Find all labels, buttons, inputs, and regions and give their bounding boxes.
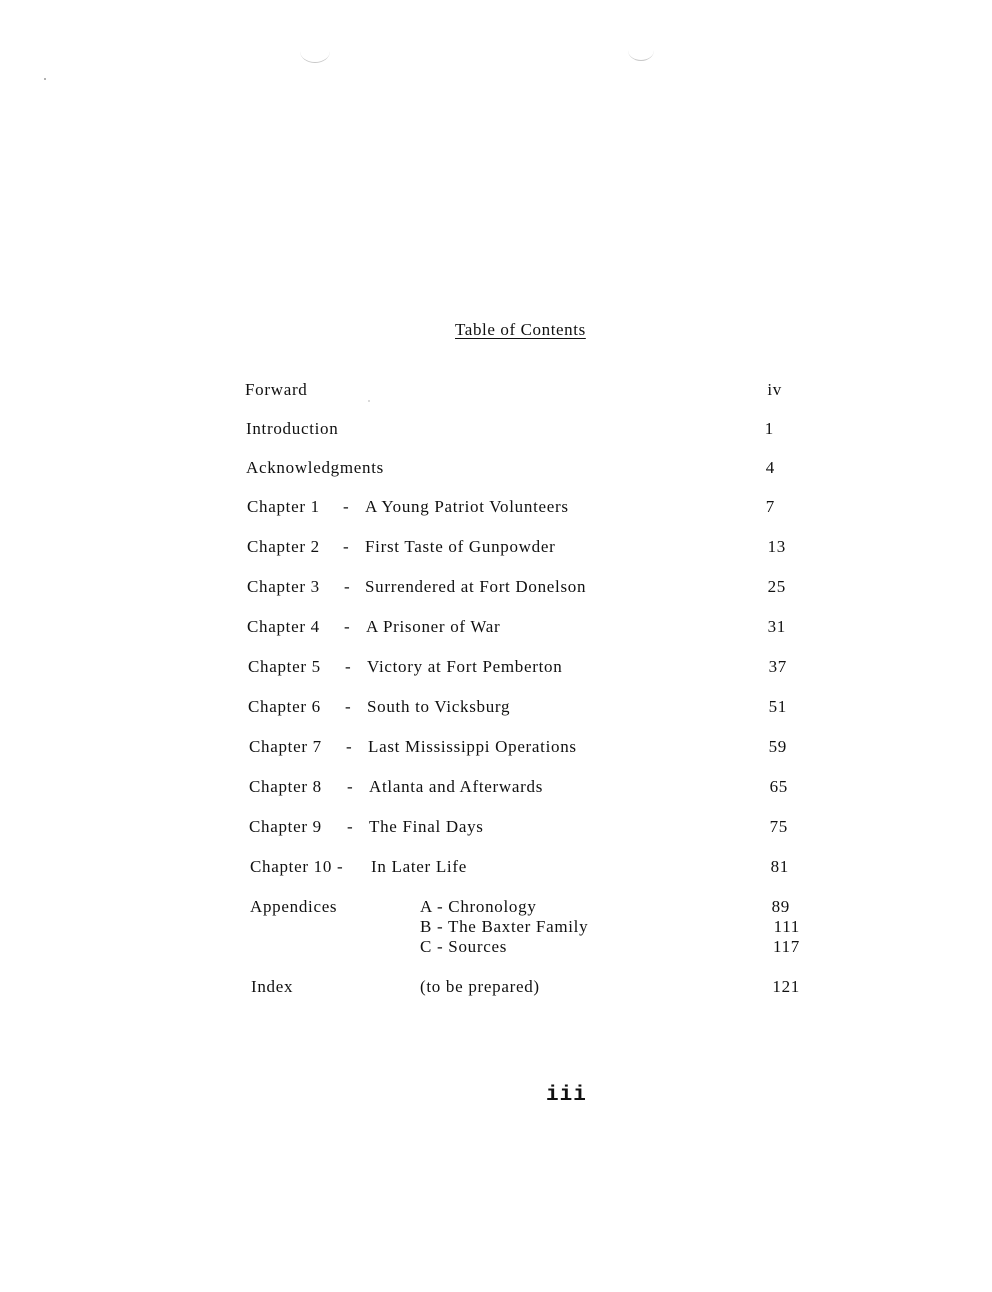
entry-page: 65: [769, 777, 788, 796]
page-number: iii: [546, 1084, 587, 1107]
entry-label: Chapter 6: [248, 697, 321, 716]
entry-label: Forward: [245, 380, 308, 399]
entry-description: Surrendered at Fort Donelson: [365, 577, 587, 596]
scan-mark-right: [628, 40, 654, 61]
entry-dash: -: [344, 577, 351, 596]
entry-page: 4: [765, 458, 775, 477]
entry-page: 121: [772, 977, 800, 996]
entry-label: Acknowledgments: [246, 458, 384, 477]
entry-page: iv: [767, 380, 782, 399]
entry-label: Chapter 2: [247, 537, 320, 556]
entry-description: Last Mississippi Operations: [368, 737, 577, 756]
entry-dash: -: [344, 617, 351, 636]
toc-entry-chapter-4: [0, 617, 992, 641]
entry-page: 37: [768, 657, 787, 676]
entry-dash: -: [343, 497, 350, 516]
entry-description: First Taste of Gunpowder: [365, 537, 556, 556]
entry-page: 13: [767, 537, 786, 556]
toc-entry-chapter-2: [0, 537, 992, 561]
appendix-page: 89: [771, 897, 790, 916]
entry-page: 51: [768, 697, 787, 716]
toc-entry-chapter-6: [0, 697, 992, 721]
entry-label: Appendices: [250, 897, 338, 916]
scan-speck: [44, 78, 46, 80]
entry-label: Chapter 9: [249, 817, 322, 836]
entry-description: South to Vicksburg: [367, 697, 511, 716]
entry-description: In Later Life: [371, 857, 467, 876]
entry-page: 31: [767, 617, 786, 636]
toc-entry-chapter-3: [0, 577, 992, 601]
entry-description: Victory at Fort Pemberton: [367, 657, 563, 676]
entry-page: 59: [768, 737, 787, 756]
toc-entry-chapter-9: [0, 817, 992, 841]
entry-description: The Final Days: [369, 817, 484, 836]
appendix-description: C - Sources: [420, 937, 508, 956]
toc-entry-forward: [0, 380, 992, 404]
entry-dash: -: [343, 537, 350, 556]
entry-page: 81: [770, 857, 789, 876]
entry-page: 1: [764, 419, 774, 438]
entry-page: 7: [765, 497, 775, 516]
entry-label: Chapter 7: [249, 737, 322, 756]
entry-description: Atlanta and Afterwards: [369, 777, 544, 796]
appendix-page: 117: [773, 937, 800, 956]
entry-dash: -: [345, 697, 352, 716]
toc-entry-acknowledgments: [0, 458, 992, 482]
entry-label: Chapter 5: [248, 657, 321, 676]
toc-entry-introduction: [0, 419, 992, 443]
appendix-description: B - The Baxter Family: [420, 917, 589, 936]
toc-entry-appendix-c: [0, 937, 992, 961]
scan-mark-left: [300, 40, 330, 63]
entry-dash: -: [347, 777, 354, 796]
entry-description: A Prisoner of War: [366, 617, 501, 636]
entry-label: Chapter 1: [247, 497, 320, 516]
entry-label: Chapter 4: [247, 617, 320, 636]
toc-entry-chapter-8: [0, 777, 992, 801]
entry-label: Chapter 3: [247, 577, 320, 596]
toc-entry-chapter-5: [0, 657, 992, 681]
entry-dash: -: [346, 737, 353, 756]
toc-entry-index: [0, 977, 992, 1001]
entry-label: Chapter 8: [249, 777, 322, 796]
appendix-page: 111: [773, 917, 800, 936]
entry-page: 25: [767, 577, 786, 596]
entry-description: (to be prepared): [420, 977, 540, 996]
entry-label: Introduction: [246, 419, 339, 438]
entry-dash: -: [347, 817, 354, 836]
entry-dash: -: [345, 657, 352, 676]
toc-entry-chapter-7: [0, 737, 992, 761]
entry-label: Index: [251, 977, 294, 996]
entry-description: A Young Patriot Volunteers: [365, 497, 569, 516]
toc-title: Table of Contents: [455, 320, 586, 339]
appendix-description: A - Chronology: [420, 897, 537, 916]
toc-entry-chapter-10: [0, 857, 992, 881]
entry-page: 75: [769, 817, 788, 836]
toc-entry-chapter-1: [0, 497, 992, 521]
entry-label: Chapter 10 -: [250, 857, 344, 876]
